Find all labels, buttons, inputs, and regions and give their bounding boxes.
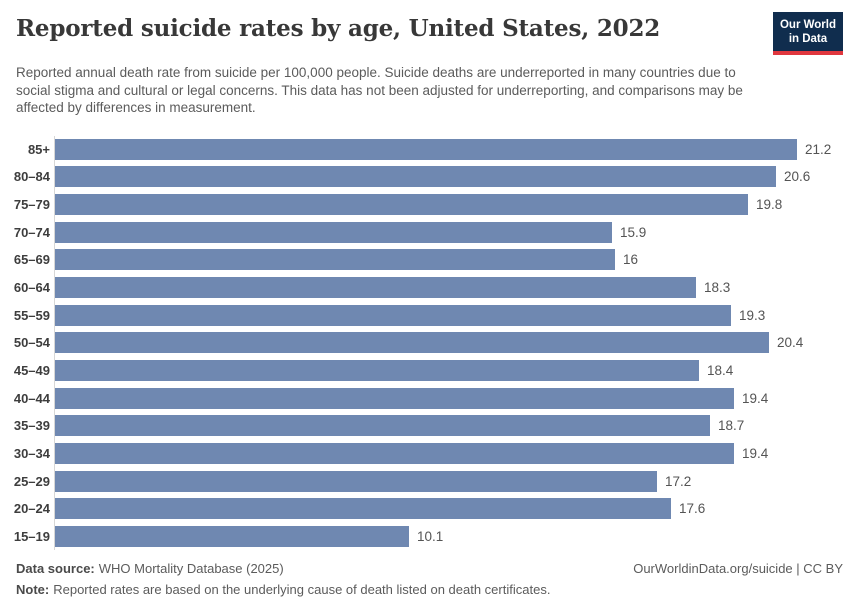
footer-source-row — [16, 561, 843, 576]
license-link[interactable]: OurWorldinData.org/suicide | CC BY — [633, 561, 843, 577]
bar[interactable] — [55, 498, 671, 519]
bar-row — [0, 136, 843, 164]
bar-chart — [0, 136, 850, 551]
bar-value-label: 10.1 — [417, 528, 444, 544]
bar-row — [0, 274, 843, 302]
bar-track — [54, 522, 843, 550]
bar[interactable] — [55, 222, 612, 243]
y-axis-label: 70–74 — [13, 224, 50, 240]
bar-track — [54, 163, 843, 191]
note — [16, 582, 843, 597]
bar-track — [54, 495, 843, 523]
bar-value-label: 20.6 — [784, 169, 811, 185]
bar-value-label: 16 — [623, 252, 639, 268]
bar[interactable] — [55, 166, 776, 187]
y-axis-label: 50–54 — [13, 335, 50, 351]
y-axis-label: 60–64 — [13, 280, 50, 296]
bar-row — [0, 329, 843, 357]
bar-value-label: 19.8 — [756, 197, 783, 213]
bar[interactable] — [55, 388, 734, 409]
y-axis-label: 15–19 — [13, 528, 50, 544]
y-axis-label: 40–44 — [13, 390, 50, 406]
bar[interactable] — [55, 194, 748, 215]
bar-row — [0, 440, 843, 468]
bar-track — [54, 357, 843, 385]
y-axis-label: 20–24 — [13, 501, 50, 517]
bar-track — [54, 246, 843, 274]
owid-logo-line1: Our World — [779, 19, 836, 31]
title-row — [16, 12, 843, 55]
y-axis-label: 80–84 — [13, 169, 50, 185]
bar[interactable] — [55, 139, 797, 160]
bar-track — [54, 191, 843, 219]
bar-value-label: 15.9 — [620, 224, 647, 240]
y-axis-label: 25–29 — [13, 473, 50, 489]
bar-track — [54, 329, 843, 357]
bar-track — [54, 440, 843, 468]
bar[interactable] — [55, 277, 696, 298]
bar-row — [0, 191, 843, 219]
bar[interactable] — [55, 360, 699, 381]
data-source-value: WHO Mortality Database (2025) — [98, 561, 284, 577]
bar[interactable] — [55, 249, 615, 270]
bar-row — [0, 412, 843, 440]
bar-value-label: 20.4 — [777, 335, 804, 351]
note-label: Note: — [16, 582, 50, 598]
bar-track — [54, 384, 843, 412]
y-axis-label: 35–39 — [13, 418, 50, 434]
bar[interactable] — [55, 415, 710, 436]
data-source-label: Data source: — [16, 561, 95, 577]
bar-value-label: 21.2 — [805, 141, 832, 157]
y-axis-label: 55–59 — [13, 307, 50, 323]
bar-value-label: 18.3 — [704, 280, 731, 296]
bar-row — [0, 384, 843, 412]
bar-track — [54, 136, 843, 164]
bar-value-label: 19.3 — [739, 307, 766, 323]
bar-row — [0, 246, 843, 274]
chart-title: Reported suicide rates by age, United States, 2022 — [16, 15, 661, 42]
bar-value-label: 17.6 — [679, 501, 706, 517]
bar[interactable] — [55, 526, 409, 547]
bar-row — [0, 218, 843, 246]
bar-row — [0, 495, 843, 523]
bar-track — [54, 467, 843, 495]
bar-track — [54, 274, 843, 302]
chart-subtitle: Reported annual death rate from suicide per 100,000 people. Suicide deaths are underreported in many countries due to social stigma and cultural or legal concerns. This data has not been adjusted for underreporting, and comparisons may be affected by differences in measurement. — [16, 65, 743, 115]
y-axis-label: 65–69 — [13, 252, 50, 268]
note-value: Reported rates are based on the underlying cause of death listed on death certificates. — [53, 582, 551, 598]
bar-row — [0, 357, 843, 385]
bar-value-label: 17.2 — [665, 473, 692, 489]
bar[interactable] — [55, 443, 734, 464]
bar[interactable] — [55, 332, 769, 353]
y-axis-label: 75–79 — [13, 197, 50, 213]
y-axis-label: 85+ — [27, 141, 50, 157]
bar-row — [0, 163, 843, 191]
bar-row — [0, 467, 843, 495]
bar[interactable] — [55, 305, 731, 326]
chart-footer — [0, 561, 850, 597]
bar-value-label: 19.4 — [742, 445, 769, 461]
bar-value-label: 18.4 — [707, 362, 734, 378]
y-axis-label: 30–34 — [13, 445, 50, 461]
bar-value-label: 18.7 — [718, 418, 745, 434]
owid-logo-line2: in Data — [788, 33, 828, 45]
bar-row — [0, 301, 843, 329]
chart-header — [0, 0, 850, 117]
bar-track — [54, 218, 843, 246]
owid-logo[interactable] — [773, 12, 843, 55]
y-axis-label: 45–49 — [13, 362, 50, 378]
bar[interactable] — [55, 471, 657, 492]
bar-value-label: 19.4 — [742, 390, 769, 406]
bar-track — [54, 412, 843, 440]
data-source — [16, 561, 284, 576]
bar-track — [54, 301, 843, 329]
bar-row — [0, 522, 843, 550]
